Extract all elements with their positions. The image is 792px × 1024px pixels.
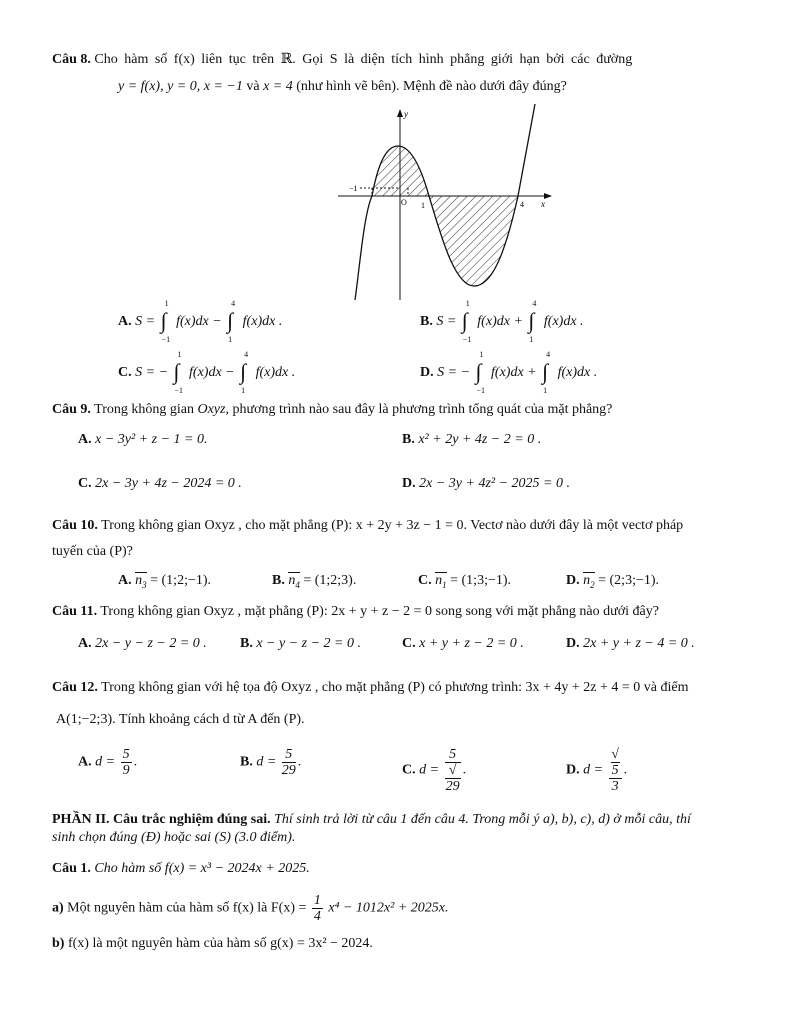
q8-stem-rest: (như hình vẽ bên). Mệnh đề nào dưới đây đúng? [296,79,567,94]
q11-option-d-label: D. [566,636,580,651]
q9-option-b[interactable] [402,432,541,448]
q12-option-d-label: D. [566,762,580,778]
q8-option-c-lhs: S = − [135,365,169,381]
part2-q1-text: Cho hàm số f(x) = x³ − 2024x + 2025. [94,861,310,876]
q8-tick-4: 4 [520,200,524,209]
q9-stem-oxyz: Oxyz [197,402,226,417]
q12-option-a-fraction: $\frac{5}{9}$ [122,747,130,778]
q8-stem-and: và [246,79,260,94]
q8-origin-label: O [401,198,407,207]
q11-stem-text: Trong không gian Oxyz , mặt phẳng (P): 2x + y + z − 2 = 0 song song với mặt phẳng nào dưới đây? [100,604,659,619]
q10-option-a-vector: $n_3$ [135,573,147,590]
q12-option-c-lhs: d = [419,762,440,778]
q8-option-d-mid: f(x)dx + [491,365,537,381]
part2-q1-a-label: a) [52,900,64,916]
q9-option-a-text: x − 3y² + z − 1 = 0. [95,432,208,447]
q12-option-b-label: B. [240,754,253,770]
q8-option-a-integral-1: 1 ∫ −1 [160,299,171,344]
q8-option-a-integral-2: 4 ∫ 1 [227,299,236,344]
q9-option-d-label: D. [402,476,416,491]
q10-option-c-vector: $n_1$ [435,573,447,590]
q10-stem-2: tuyến của (P)? [52,544,133,559]
q10-stem-line1 [52,518,683,534]
q8-line1 [52,51,632,68]
q8-option-b-integral-2: 4 ∫ 1 [528,299,537,344]
q8-stem-math: y = f(x), y = 0, x = −1 [118,79,243,94]
q9-option-b-label: B. [402,432,415,447]
q10-option-a[interactable] [118,572,211,592]
q12-option-d-lhs: d = [583,762,604,778]
q8-option-a-mid: f(x)dx − [176,314,222,330]
q12-option-b[interactable]: B. d = $\frac{5}{29}$ . [240,747,302,778]
part2-instruction-2: sinh chọn đúng (Đ) hoặc sai (S) (3.0 điểm). [52,830,296,845]
q9-option-c-label: C. [78,476,92,491]
part2-header-line2 [52,830,295,846]
q12-stem-line1 [52,680,689,696]
q11-stem [52,604,659,620]
q8-line2 [118,79,567,95]
q8-tick-1: 1 [421,201,425,210]
part2-title: PHẦN II. Câu trắc nghiệm đúng sai. [52,812,271,827]
q12-option-c-fraction: 5 √ 29 [445,747,460,794]
q12-stem-line2 [56,712,305,728]
q8-option-c-integral-2: 4 ∫ 1 [240,350,249,395]
q8-stem-1: Cho hàm số f(x) liên tục trên ℝ. Gọi S là diện tích hình phẳng giới hạn bởi các đường [94,52,633,67]
q10-option-b-value: = (1;2;3). [303,573,357,588]
q12-option-d[interactable]: D. d = √ 5 3 . [566,747,628,794]
q8-option-c-label: C. [118,365,132,381]
q12-stem-1: Trong không gian với hệ tọa độ Oxyz , cho mặt phẳng (P) có phương trình: 3x + 4y + 2z + 4 = 0 và điểm [101,680,689,695]
q8-option-d-lhs: S = − [437,365,471,381]
q9-stem-b: , phương trình nào sau đây là phương trình tổng quát của mặt phẳng? [225,402,613,417]
q12-option-a[interactable]: A. d = $\frac{5}{9}$ . [78,747,138,778]
q9-option-b-text: x² + 2y + 4z − 2 = 0 . [418,432,542,447]
q11-option-d[interactable] [566,636,695,652]
q10-label: Câu 10. [52,518,98,533]
q12-option-b-fraction: $\frac{5}{29}$ [281,747,296,778]
q10-option-a-label: A. [118,573,132,588]
q10-option-b[interactable] [272,572,356,592]
q8-option-b-end: f(x)dx . [543,314,584,330]
q11-option-d-text: 2x + y + z − 4 = 0 . [583,636,695,651]
q8-option-a-lhs: S = [135,314,156,330]
q11-option-c[interactable] [402,636,524,652]
q8-option-a-end: f(x)dx . [242,314,283,330]
q8-option-c-mid: f(x)dx − [189,365,235,381]
q8-option-d-label: D. [420,365,434,381]
q9-option-d-text: 2x − 3y + 4z² − 2025 = 0 . [419,476,570,491]
q12-option-b-lhs: d = [256,754,277,770]
q10-option-c[interactable] [418,572,511,592]
q8-option-a[interactable] [118,299,283,344]
q8-option-c-integral-1: 1 ∫ −1 [173,350,184,395]
part2-q1-stem [52,861,310,877]
q12-option-a-lhs: d = [95,754,116,770]
q11-option-c-label: C. [402,636,416,651]
q8-option-a-label: A. [118,314,132,330]
q12-stem-2: A(1;−2;3). Tính khoảng cách d từ A đến (P). [56,712,305,727]
q10-option-b-vector: $n_4$ [288,573,300,590]
q12-option-d-fraction: √ 5 3 [609,747,622,794]
q9-option-a[interactable] [78,432,208,448]
q10-option-c-value: = (1;3;−1). [450,573,512,588]
q8-option-d-integral-1: 1 ∫ −1 [475,350,486,395]
q10-option-c-label: C. [418,573,432,588]
q9-option-d[interactable] [402,476,570,492]
q8-option-d[interactable] [420,350,598,395]
q8-stem-x4: x = 4 [263,79,293,94]
part2-q1-a-fraction: $\frac{1}{4}$ [313,893,321,924]
part2-q1-label: Câu 1. [52,861,91,876]
q8-option-b-integral-1: 1 ∫ −1 [461,299,472,344]
q10-option-a-value: = (1;2;−1). [150,573,212,588]
q8-label: Câu 8. [52,52,91,67]
q8-option-c-end: f(x)dx . [255,365,296,381]
q11-option-b-text: x − y − z − 2 = 0 . [256,636,362,651]
q11-option-a[interactable] [78,636,207,652]
part2-q1-b-label: b) [52,936,65,951]
q9-stem [52,402,612,418]
q8-option-c[interactable] [118,350,296,395]
part2-q1-b-text: f(x) là một nguyên hàm của hàm số g(x) = 3x² − 2024. [67,936,373,951]
q8-option-b-lhs: S = [436,314,457,330]
q8-y-label: y [404,109,408,119]
q8-option-d-end: f(x)dx . [557,365,598,381]
part2-q1-b[interactable] [52,936,373,952]
q12-option-a-label: A. [78,754,92,770]
q11-option-b-label: B. [240,636,253,651]
q11-option-c-text: x + y + z − 2 = 0 . [419,636,524,651]
q9-option-c[interactable] [78,476,242,492]
part2-q1-a-rest: x⁴ − 1012x² + 2025x. [328,900,449,916]
q10-stem-1: Trong không gian Oxyz , cho mặt phẳng (P): x + 2y + 3z − 1 = 0. Vectơ nào dưới đây là một vectơ pháp [101,518,684,533]
q10-option-d-label: D. [566,573,580,588]
q9-option-c-text: 2x − 3y + 4z − 2024 = 0 . [95,476,242,491]
q8-x-axis-arrow [544,193,552,199]
q8-tick-neg1: −1 [349,184,358,193]
q8-y-axis-arrow [397,109,403,117]
q12-option-c[interactable]: C. d = 5 √ 29 . [402,747,467,794]
q10-option-d-vector: $n_2$ [583,573,595,590]
part2-q1-a-text: Một nguyên hàm của hàm số f(x) là F(x) = [67,900,307,916]
q12-option-c-label: C. [402,762,416,778]
part2-header-line1 [52,812,691,828]
q8-shade-negative [429,196,518,286]
q9-option-a-label: A. [78,432,92,447]
q10-option-d-value: = (2;3;−1). [598,573,660,588]
q9-label: Câu 9. [52,402,91,417]
q11-option-a-text: 2x − y − z − 2 = 0 . [95,636,207,651]
q8-x-label: x [541,199,545,209]
q12-label: Câu 12. [52,680,98,695]
q8-graph [330,104,560,300]
q11-label: Câu 11. [52,604,98,619]
q8-option-b-label: B. [420,314,433,330]
q8-option-b-mid: f(x)dx + [477,314,523,330]
part2-q1-a[interactable] [52,893,449,924]
q11-option-a-label: A. [78,636,92,651]
q8-option-d-integral-2: 4 ∫ 1 [542,350,551,395]
q10-stem-line2 [52,544,133,560]
q10-option-d[interactable] [566,572,659,592]
q10-option-b-label: B. [272,573,285,588]
q8-option-b[interactable] [420,299,584,344]
q9-stem-a: Trong không gian [94,402,194,417]
part2-instruction-1: Thí sinh trả lời từ câu 1 đến câu 4. Trong mỗi ý a), b), c), d) ở mỗi câu, thí [274,812,691,827]
q11-option-b[interactable] [240,636,361,652]
